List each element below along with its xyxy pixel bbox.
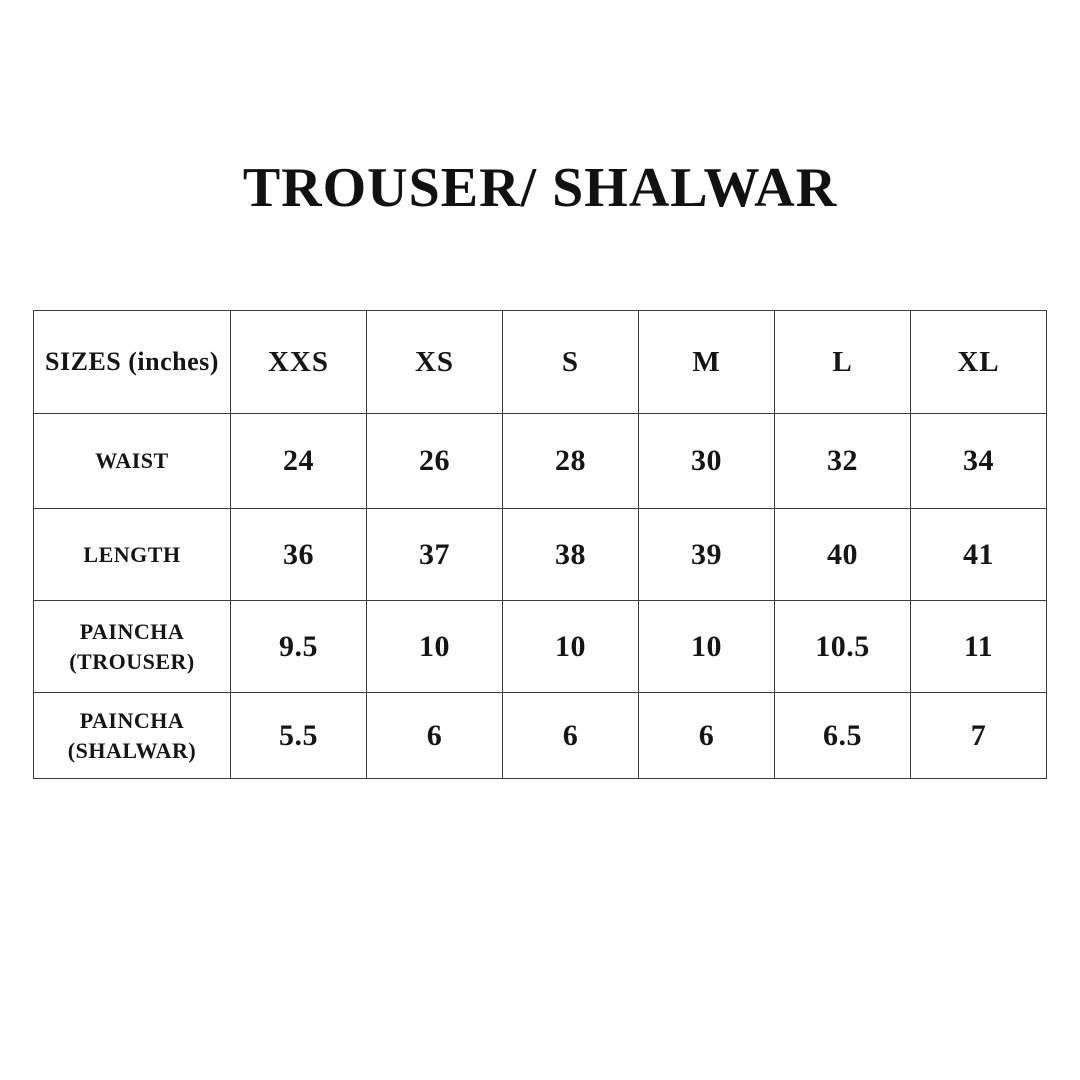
value-cell: 10 [639, 601, 775, 693]
value-cell: 10.5 [775, 601, 911, 693]
value-cell: 10 [503, 601, 639, 693]
value-cell: 34 [911, 414, 1047, 509]
row-label-paincha-shalwar: PAINCHA (SHALWAR) [34, 693, 231, 779]
value-cell: 10 [367, 601, 503, 693]
value-cell: 28 [503, 414, 639, 509]
value-cell: 7 [911, 693, 1047, 779]
header-cell-s: S [503, 311, 639, 414]
header-cell-l: L [775, 311, 911, 414]
value-cell: 30 [639, 414, 775, 509]
table-header-row [34, 311, 1047, 414]
size-chart-table [33, 310, 1047, 779]
value-cell: 32 [775, 414, 911, 509]
value-cell: 26 [367, 414, 503, 509]
row-label-length: LENGTH [34, 509, 231, 601]
header-cell-xxs: XXS [231, 311, 367, 414]
value-cell: 24 [231, 414, 367, 509]
value-cell: 39 [639, 509, 775, 601]
value-cell: 11 [911, 601, 1047, 693]
value-cell: 40 [775, 509, 911, 601]
header-cell-m: M [639, 311, 775, 414]
row-label-paincha-trouser: PAINCHA (TROUSER) [34, 601, 231, 693]
value-cell: 41 [911, 509, 1047, 601]
value-cell: 36 [231, 509, 367, 601]
page-title: TROUSER/ SHALWAR [242, 157, 838, 219]
table-row-waist [34, 414, 1047, 509]
row-label-waist: WAIST [34, 414, 231, 509]
table-row-paincha-trouser [34, 601, 1047, 693]
value-cell: 6 [367, 693, 503, 779]
header-cell-sizes: SIZES (inches) [34, 311, 231, 414]
value-cell: 37 [367, 509, 503, 601]
table-row-length [34, 509, 1047, 601]
value-cell: 6 [503, 693, 639, 779]
value-cell: 5.5 [231, 693, 367, 779]
header-cell-xs: XS [367, 311, 503, 414]
value-cell: 6.5 [775, 693, 911, 779]
header-cell-xl: XL [911, 311, 1047, 414]
value-cell: 6 [639, 693, 775, 779]
table-row-paincha-shalwar [34, 693, 1047, 779]
value-cell: 9.5 [231, 601, 367, 693]
value-cell: 38 [503, 509, 639, 601]
